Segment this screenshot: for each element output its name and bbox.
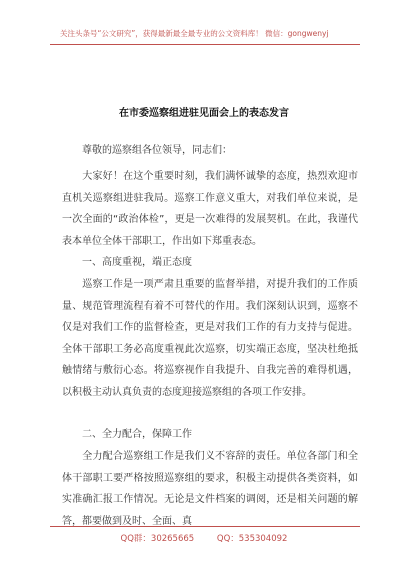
header-promo-text: 关注头条号“公文研究”，获得最新最全最专业的公文资料库！ 微信：gongwenyj <box>60 29 329 38</box>
paragraph-section-1 <box>62 274 358 403</box>
paragraph-section-2-text: 全力配合巡察组工作是我们义不容辞的责任。单位各部门和全体干部职工要严格按照巡察组的要求，积极主动提供各类资料，如实准确汇报工作情况。无论是文件档案的调阅，还是相关问题的解答，都要做到及时、全面、真 <box>62 451 358 527</box>
section-heading-1 <box>62 252 358 274</box>
salutation <box>62 140 358 162</box>
paragraph-section-2 <box>62 446 358 532</box>
header-divider <box>50 44 360 45</box>
paragraph-intro <box>62 166 358 252</box>
document-title: 在市委巡察组进驻见面会上的表态发言 <box>119 108 289 119</box>
paragraph-section-1-text: 巡察工作是一项严肃且重要的监督举措，对提升我们的工作质量、规范管理流程有着不可替代的作用。我们深刻认识到，巡察不仅是对我们工作的监督检查，更是对我们工作的有力支持与促进。全体干部职工务必高度重视此次巡察，切实端正态度，坚决杜绝抵触情绪与敷衍心态。将巡察视作自我提升、自我完善的难得机遇，以积极主动认真负责的态度迎接巡察组的各项工作安排。 <box>62 279 358 398</box>
section-heading-1-text: 一、高度重视，端正态度 <box>82 257 192 268</box>
footer-qq-group: QQ群：30265665 <box>120 534 195 544</box>
paragraph-intro-text: 大家好！在这个重要时刻，我们满怀诚挚的态度，热烈欢迎市直机关巡察组进驻我局。巡察工作意义重大，对我们单位来说，是一次全面的“政治体检”，更是一次难得的发展契机。在此，我谨代表本单位全体干部职工，作出如下郑重表态。 <box>62 171 358 247</box>
section-heading-2-text: 二、全力配合，保障工作 <box>82 429 192 440</box>
section-heading-2 <box>62 424 358 446</box>
footer-qq: QQ：535304092 <box>216 534 288 544</box>
footer-divider <box>50 526 360 527</box>
salutation-text: 尊敬的巡察组各位领导，同志们： <box>82 145 232 156</box>
footer-contact <box>0 532 408 544</box>
